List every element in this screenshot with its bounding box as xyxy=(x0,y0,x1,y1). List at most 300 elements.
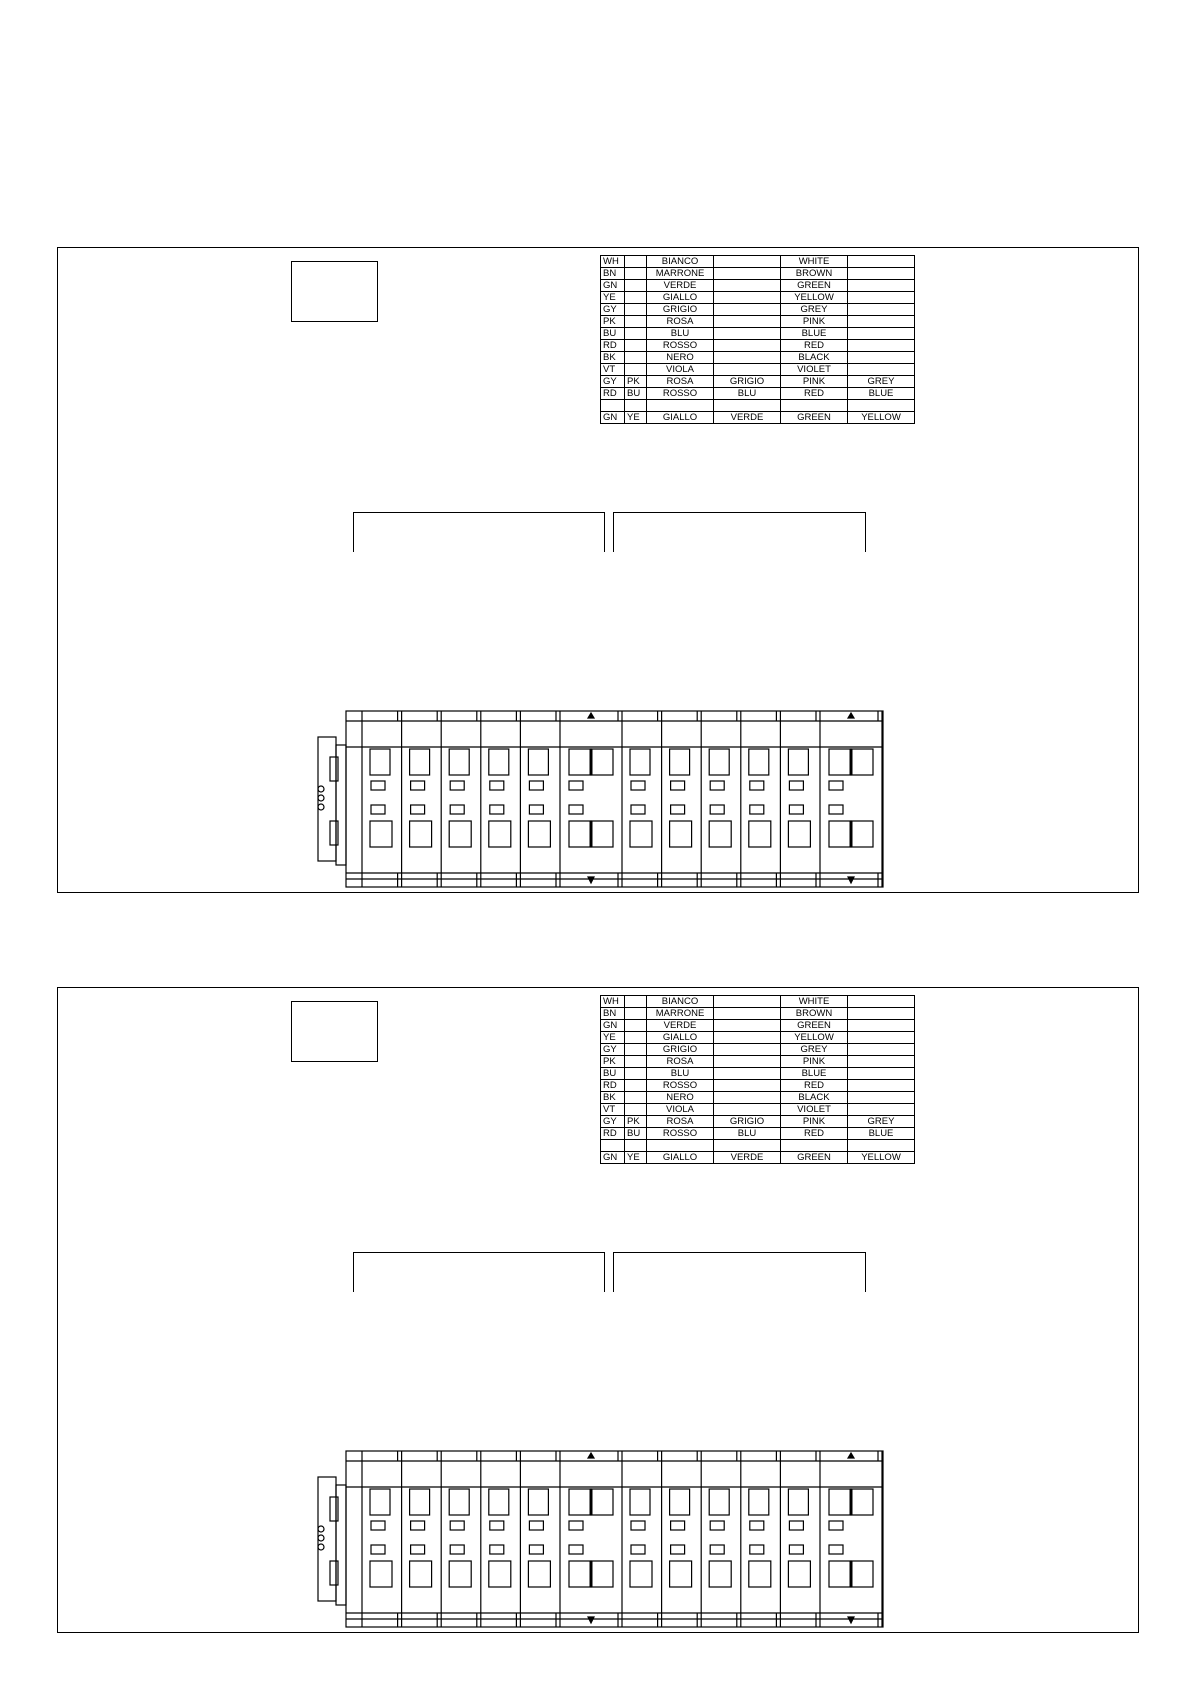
legend-cell: RD xyxy=(601,1128,625,1140)
legend-cell: VERDE xyxy=(647,280,714,292)
legend-cell: GREY xyxy=(781,304,848,316)
legend-cell: BU xyxy=(601,328,625,340)
legend-cell: GIALLO xyxy=(647,1032,714,1044)
group-bracket-right xyxy=(613,1252,866,1292)
legend-cell: WHITE xyxy=(781,996,848,1008)
wire-entry xyxy=(670,1561,692,1587)
wire-entry xyxy=(591,749,613,775)
legend-cell: ROSA xyxy=(647,1116,714,1128)
legend-cell xyxy=(848,1032,915,1044)
legend-cell xyxy=(714,1020,781,1032)
legend-cell: BIANCO xyxy=(647,996,714,1008)
legend-cell: GREY xyxy=(848,376,915,388)
clamp-tab xyxy=(330,757,338,781)
legend-row xyxy=(601,316,915,328)
legend-cell xyxy=(848,280,915,292)
release-slot xyxy=(371,1545,385,1554)
legend-cell xyxy=(625,364,647,376)
wire-entry xyxy=(788,821,810,847)
legend-cell: WH xyxy=(601,256,625,268)
wire-entry xyxy=(670,1489,690,1515)
wire-entry xyxy=(370,1561,392,1587)
legend-row xyxy=(601,1080,915,1092)
wire-entry xyxy=(370,821,392,847)
release-slot xyxy=(710,1545,724,1554)
legend-cell: YE xyxy=(601,292,625,304)
legend-row xyxy=(601,292,915,304)
legend-cell xyxy=(625,316,647,328)
legend-cell: VT xyxy=(601,364,625,376)
screw-icon xyxy=(318,804,324,810)
label-box xyxy=(291,261,378,322)
release-slot xyxy=(631,781,645,790)
terminal-strip xyxy=(316,709,884,889)
legend-cell: GY xyxy=(601,304,625,316)
legend-cell: MARRONE xyxy=(647,1008,714,1020)
legend-cell xyxy=(625,1104,647,1116)
legend-cell xyxy=(848,1008,915,1020)
wire-entry xyxy=(528,1489,548,1515)
legend-cell xyxy=(625,352,647,364)
release-slot xyxy=(450,805,464,814)
wire-entry xyxy=(630,1489,650,1515)
legend-cell: GN xyxy=(601,1152,625,1164)
release-slot xyxy=(569,805,583,814)
legend-cell: BN xyxy=(601,268,625,280)
release-slot xyxy=(450,1521,464,1530)
legend-cell: BU xyxy=(601,1068,625,1080)
legend-cell: VERDE xyxy=(714,1152,781,1164)
terminal-strip xyxy=(316,1449,884,1629)
legend-cell xyxy=(714,256,781,268)
arrow-up-icon xyxy=(848,1453,854,1458)
legend-row xyxy=(601,352,915,364)
legend-cell xyxy=(848,1044,915,1056)
legend-cell: ROSSO xyxy=(647,1080,714,1092)
legend-cell: GRIGIO xyxy=(647,1044,714,1056)
legend-cell: PK xyxy=(625,1116,647,1128)
legend-cell xyxy=(625,292,647,304)
release-slot xyxy=(829,781,843,790)
release-slot xyxy=(750,781,764,790)
release-slot xyxy=(490,1545,504,1554)
end-clamp xyxy=(318,1477,336,1601)
legend-cell: RD xyxy=(601,388,625,400)
legend-cell xyxy=(647,400,714,412)
release-slot xyxy=(789,1545,803,1554)
legend-row xyxy=(601,268,915,280)
legend-cell: GREEN xyxy=(781,412,848,424)
wire-entry xyxy=(829,821,851,847)
legend-cell: GY xyxy=(601,1044,625,1056)
release-slot xyxy=(371,781,385,790)
legend-cell: BLU xyxy=(714,1128,781,1140)
legend-cell: BIANCO xyxy=(647,256,714,268)
release-slot xyxy=(671,1545,685,1554)
legend-cell xyxy=(848,292,915,304)
legend-cell: GRIGIO xyxy=(647,304,714,316)
legend-cell: ROSSO xyxy=(647,388,714,400)
legend-row xyxy=(601,364,915,376)
wire-entry xyxy=(709,749,729,775)
legend-cell: BLU xyxy=(647,1068,714,1080)
legend-cell: ROSSO xyxy=(647,1128,714,1140)
legend-cell xyxy=(625,1020,647,1032)
legend-cell xyxy=(625,1068,647,1080)
legend-cell: BROWN xyxy=(781,1008,848,1020)
clamp-tab xyxy=(330,1497,338,1521)
wire-entry xyxy=(829,749,851,775)
wire-entry xyxy=(591,1489,613,1515)
release-slot xyxy=(569,1545,583,1554)
legend-row xyxy=(601,280,915,292)
wire-entry xyxy=(709,821,731,847)
legend-cell: NERO xyxy=(647,1092,714,1104)
clamp-tab xyxy=(330,1561,338,1585)
wire-entry xyxy=(569,1489,591,1515)
release-slot xyxy=(829,1521,843,1530)
wire-entry xyxy=(788,1561,810,1587)
release-slot xyxy=(829,805,843,814)
screw-icon xyxy=(318,786,324,792)
release-slot xyxy=(450,1545,464,1554)
wire-entry xyxy=(829,1489,851,1515)
legend-cell xyxy=(848,352,915,364)
legend-cell: ROSSO xyxy=(647,340,714,352)
legend-cell xyxy=(781,1140,848,1152)
legend-cell: VERDE xyxy=(647,1020,714,1032)
legend-cell: PK xyxy=(601,1056,625,1068)
legend-row xyxy=(601,1056,915,1068)
legend-row xyxy=(601,996,915,1008)
legend-cell: BLUE xyxy=(781,328,848,340)
legend-cell: YELLOW xyxy=(848,1152,915,1164)
legend-cell xyxy=(714,292,781,304)
release-slot xyxy=(829,1545,843,1554)
wire-entry xyxy=(449,821,471,847)
wire-entry xyxy=(410,1489,430,1515)
arrow-up-icon xyxy=(848,713,854,718)
legend-cell: GREY xyxy=(848,1116,915,1128)
wire-entry xyxy=(489,749,509,775)
release-slot xyxy=(671,781,685,790)
wire-entry xyxy=(449,749,469,775)
release-slot xyxy=(411,781,425,790)
group-bracket-right xyxy=(613,512,866,552)
legend-cell: ROSA xyxy=(647,1056,714,1068)
legend-cell xyxy=(848,1140,915,1152)
legend-cell: GN xyxy=(601,412,625,424)
legend-row xyxy=(601,1116,915,1128)
release-slot xyxy=(750,805,764,814)
release-slot xyxy=(411,1545,425,1554)
legend-cell xyxy=(714,316,781,328)
wire-entry xyxy=(709,1489,729,1515)
legend-cell: GIALLO xyxy=(647,412,714,424)
legend-cell xyxy=(714,340,781,352)
legend-cell: PINK xyxy=(781,1116,848,1128)
release-slot xyxy=(411,805,425,814)
legend-cell: MARRONE xyxy=(647,268,714,280)
legend-cell xyxy=(848,400,915,412)
legend-cell xyxy=(781,400,848,412)
wire-entry xyxy=(749,821,771,847)
legend-cell xyxy=(625,280,647,292)
release-slot xyxy=(789,1521,803,1530)
wire-entry xyxy=(630,749,650,775)
legend-cell: YE xyxy=(601,1032,625,1044)
wire-entry xyxy=(749,749,769,775)
legend-cell: BK xyxy=(601,1092,625,1104)
screw-icon xyxy=(318,1544,324,1550)
wire-entry xyxy=(569,821,591,847)
legend-cell xyxy=(848,316,915,328)
release-slot xyxy=(569,781,583,790)
legend-cell xyxy=(848,1056,915,1068)
legend-cell: RED xyxy=(781,340,848,352)
terminal-strip-drawing xyxy=(316,709,884,889)
legend-cell xyxy=(714,1044,781,1056)
legend-cell: VIOLET xyxy=(781,1104,848,1116)
arrow-up-icon xyxy=(588,713,594,718)
legend-cell: RD xyxy=(601,1080,625,1092)
wire-entry xyxy=(370,749,390,775)
arrow-down-icon xyxy=(588,1617,594,1623)
wire-entry xyxy=(410,821,432,847)
release-slot xyxy=(710,1521,724,1530)
wire-entry xyxy=(851,749,873,775)
legend-cell xyxy=(714,1104,781,1116)
legend-cell: PINK xyxy=(781,316,848,328)
legend-cell xyxy=(601,1140,625,1152)
legend-row xyxy=(601,340,915,352)
legend-cell xyxy=(714,328,781,340)
legend-row xyxy=(601,1044,915,1056)
screw-icon xyxy=(318,1526,324,1532)
wire-entry xyxy=(449,1561,471,1587)
legend-cell: RED xyxy=(781,388,848,400)
legend-cell xyxy=(714,996,781,1008)
legend-cell: RED xyxy=(781,1128,848,1140)
wire-entry xyxy=(709,1561,731,1587)
legend-cell xyxy=(714,1092,781,1104)
legend-cell: GRIGIO xyxy=(714,376,781,388)
legend-cell xyxy=(714,1056,781,1068)
legend-cell: WH xyxy=(601,996,625,1008)
release-slot xyxy=(371,1521,385,1530)
legend-cell: VERDE xyxy=(714,412,781,424)
legend-cell: WHITE xyxy=(781,256,848,268)
legend-cell: RED xyxy=(781,1080,848,1092)
legend-cell xyxy=(625,1092,647,1104)
wire-entry xyxy=(630,821,652,847)
arrow-up-icon xyxy=(588,1453,594,1458)
release-slot xyxy=(371,805,385,814)
wire-entry xyxy=(851,821,873,847)
wire-entry xyxy=(489,1561,511,1587)
release-slot xyxy=(750,1521,764,1530)
wire-entry xyxy=(630,1561,652,1587)
wire-entry xyxy=(528,749,548,775)
wire-entry xyxy=(788,1489,808,1515)
legend-cell: BLACK xyxy=(781,352,848,364)
legend-row xyxy=(601,376,915,388)
wiring-panel-2 xyxy=(57,987,1139,1633)
legend-cell xyxy=(625,1008,647,1020)
legend-cell xyxy=(625,1140,647,1152)
legend-cell xyxy=(714,352,781,364)
legend-cell: BN xyxy=(601,1008,625,1020)
screw-icon xyxy=(318,795,324,801)
label-box xyxy=(291,1001,378,1062)
release-slot xyxy=(529,781,543,790)
legend-cell xyxy=(714,280,781,292)
legend-cell xyxy=(714,304,781,316)
release-slot xyxy=(631,805,645,814)
wire-entry xyxy=(851,1561,873,1587)
legend-row xyxy=(601,1152,915,1164)
release-slot xyxy=(490,805,504,814)
legend-cell xyxy=(625,1044,647,1056)
legend-cell: YE xyxy=(625,412,647,424)
legend-cell xyxy=(625,1032,647,1044)
legend-cell: YELLOW xyxy=(781,292,848,304)
legend-cell: BLACK xyxy=(781,1092,848,1104)
release-slot xyxy=(450,781,464,790)
legend-cell xyxy=(848,996,915,1008)
wiring-panel-1 xyxy=(57,247,1139,893)
wire-entry xyxy=(670,749,690,775)
legend-cell xyxy=(848,1092,915,1104)
group-bracket-left xyxy=(353,512,605,552)
legend-cell: BU xyxy=(625,1128,647,1140)
release-slot xyxy=(529,805,543,814)
arrow-down-icon xyxy=(848,877,854,883)
legend-row xyxy=(601,400,915,412)
legend-cell: GRIGIO xyxy=(714,1116,781,1128)
arrow-down-icon xyxy=(588,877,594,883)
legend-cell: BK xyxy=(601,352,625,364)
legend-row xyxy=(601,1008,915,1020)
color-legend-table xyxy=(600,995,915,1164)
legend-cell xyxy=(714,364,781,376)
legend-cell xyxy=(848,1080,915,1092)
legend-cell xyxy=(625,256,647,268)
legend-cell: BLUE xyxy=(781,1068,848,1080)
wire-entry xyxy=(591,821,613,847)
wire-entry xyxy=(829,1561,851,1587)
release-slot xyxy=(529,1521,543,1530)
legend-cell: GN xyxy=(601,280,625,292)
release-slot xyxy=(490,1521,504,1530)
legend-cell xyxy=(714,1032,781,1044)
legend-cell: GY xyxy=(601,376,625,388)
release-slot xyxy=(529,1545,543,1554)
legend-cell: GREEN xyxy=(781,280,848,292)
legend-row xyxy=(601,1032,915,1044)
wire-entry xyxy=(370,1489,390,1515)
legend-cell: PINK xyxy=(781,376,848,388)
legend-cell: VIOLA xyxy=(647,364,714,376)
release-slot xyxy=(750,1545,764,1554)
release-slot xyxy=(631,1545,645,1554)
legend-cell: BROWN xyxy=(781,268,848,280)
legend-cell xyxy=(625,400,647,412)
release-slot xyxy=(710,805,724,814)
legend-cell xyxy=(848,340,915,352)
legend-cell: BLU xyxy=(714,388,781,400)
wire-entry xyxy=(788,749,808,775)
release-slot xyxy=(490,781,504,790)
legend-cell xyxy=(714,400,781,412)
wire-entry xyxy=(851,1489,873,1515)
legend-cell: PINK xyxy=(781,1056,848,1068)
legend-cell xyxy=(714,268,781,280)
legend-cell xyxy=(848,1068,915,1080)
legend-cell xyxy=(714,1068,781,1080)
release-slot xyxy=(569,1521,583,1530)
wire-entry xyxy=(489,1489,509,1515)
wire-entry xyxy=(749,1489,769,1515)
wire-entry xyxy=(591,1561,613,1587)
wire-entry xyxy=(410,749,430,775)
release-slot xyxy=(671,1521,685,1530)
wire-entry xyxy=(670,821,692,847)
release-slot xyxy=(631,1521,645,1530)
legend-cell xyxy=(714,1008,781,1020)
clamp-tab xyxy=(330,821,338,845)
legend-cell: GIALLO xyxy=(647,292,714,304)
legend-cell xyxy=(601,400,625,412)
legend-row xyxy=(601,328,915,340)
legend-cell: BLUE xyxy=(848,1128,915,1140)
legend-cell: VT xyxy=(601,1104,625,1116)
legend-row xyxy=(601,1092,915,1104)
strip-outline xyxy=(346,711,883,887)
legend-cell: NERO xyxy=(647,352,714,364)
wire-entry xyxy=(528,821,550,847)
end-clamp xyxy=(318,737,336,861)
legend-cell: ROSA xyxy=(647,376,714,388)
legend-cell xyxy=(625,996,647,1008)
legend-cell xyxy=(848,364,915,376)
legend-cell xyxy=(848,304,915,316)
legend-cell: YELLOW xyxy=(781,1032,848,1044)
legend-cell xyxy=(848,1020,915,1032)
legend-cell: GY xyxy=(601,1116,625,1128)
terminal-strip-drawing xyxy=(316,1449,884,1629)
wire-entry xyxy=(569,749,591,775)
legend-cell xyxy=(848,328,915,340)
legend-row xyxy=(601,304,915,316)
legend-row xyxy=(601,256,915,268)
legend-cell xyxy=(714,1080,781,1092)
wire-entry xyxy=(410,1561,432,1587)
wire-entry xyxy=(489,821,511,847)
wire-entry xyxy=(528,1561,550,1587)
legend-row xyxy=(601,412,915,424)
legend-row xyxy=(601,1140,915,1152)
legend-cell: BLUE xyxy=(848,388,915,400)
legend-cell xyxy=(848,256,915,268)
legend-cell xyxy=(625,328,647,340)
group-bracket-left xyxy=(353,1252,605,1292)
legend-row xyxy=(601,1128,915,1140)
legend-cell xyxy=(625,340,647,352)
strip-outline xyxy=(346,1451,883,1627)
legend-row xyxy=(601,1020,915,1032)
legend-cell: YELLOW xyxy=(848,412,915,424)
